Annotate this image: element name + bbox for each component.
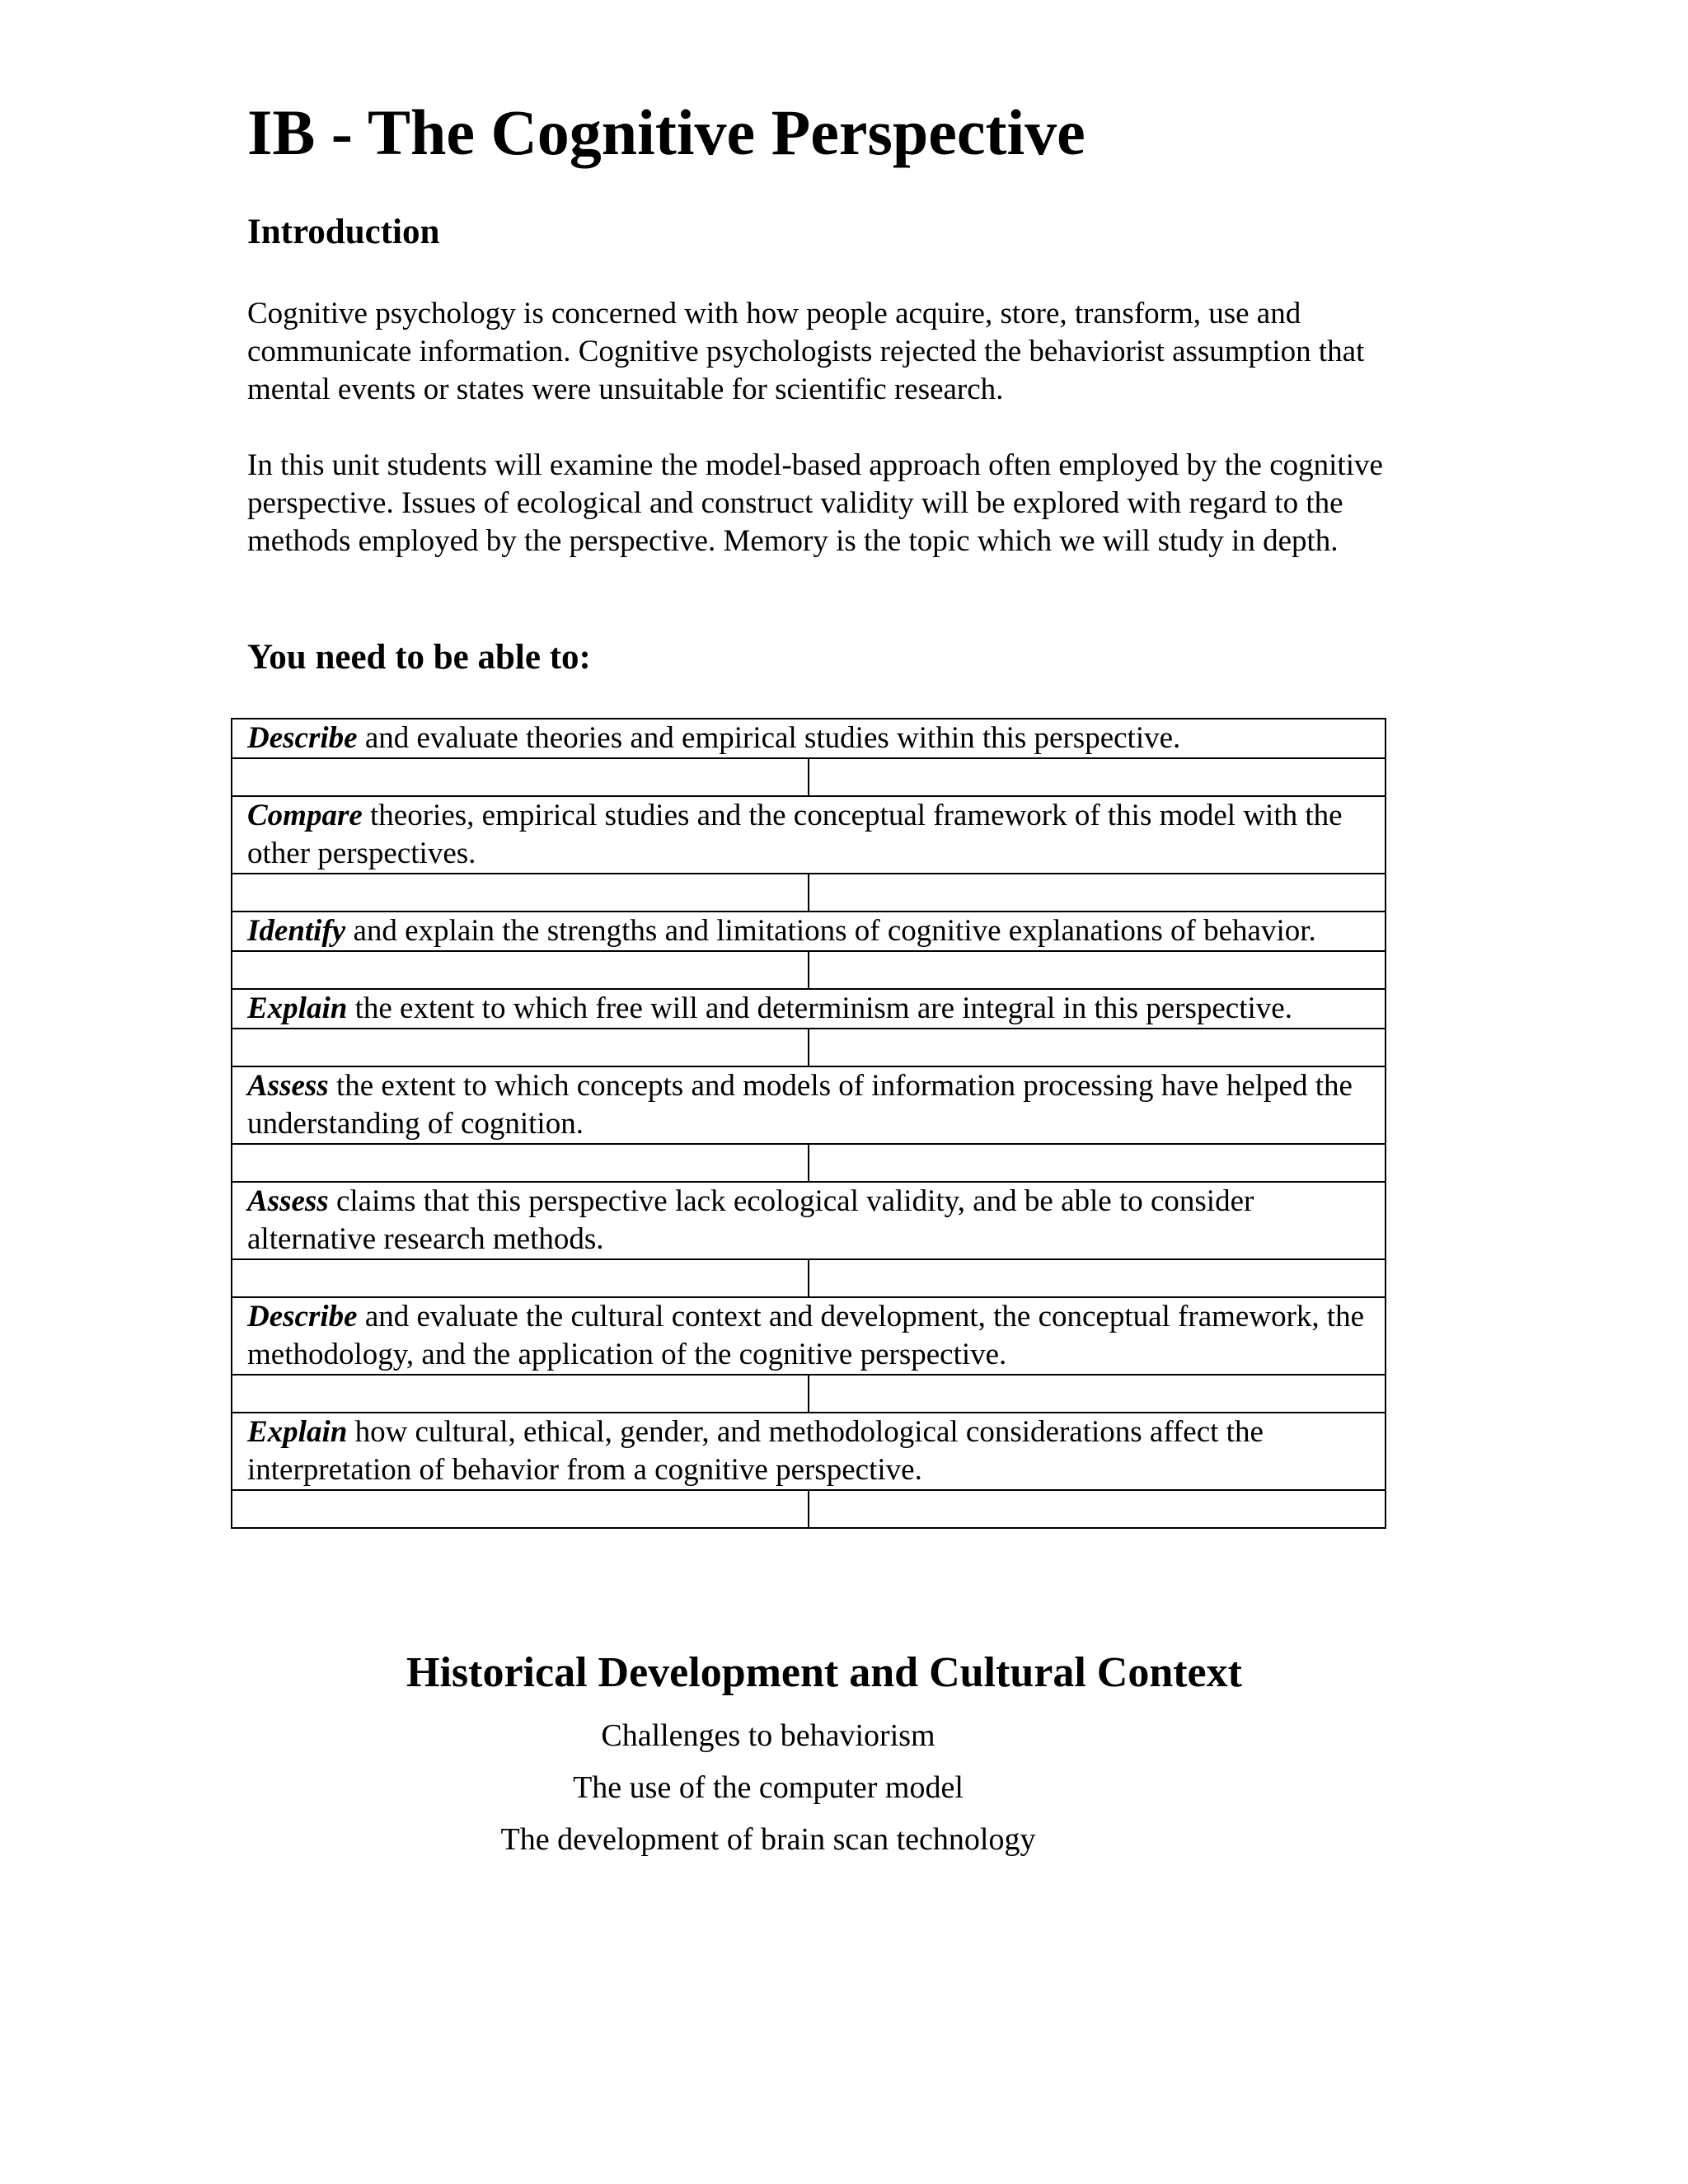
blank-cell-right	[809, 1490, 1386, 1528]
objective-verb: Describe	[247, 1300, 358, 1333]
blank-cell-right	[809, 758, 1386, 796]
blank-cell-left	[232, 874, 809, 912]
introduction-heading: Introduction	[247, 213, 440, 251]
objective-cell	[232, 1182, 1386, 1259]
blank-cell-left	[232, 1375, 809, 1413]
objective-blank-row	[232, 951, 1386, 989]
blank-cell-right	[809, 874, 1386, 912]
objective-cell	[232, 989, 1386, 1029]
objective-blank-row	[232, 1259, 1386, 1297]
objective-verb: Compare	[247, 799, 363, 832]
objective-text: how cultural, ethical, gender, and methodological considerations affect the interpretation of behavior from a cognitive perspective.	[247, 1415, 1264, 1487]
blank-cell-left	[232, 1490, 809, 1528]
blank-cell-left	[232, 1259, 809, 1297]
objective-text: claims that this perspective lack ecological validity, and be able to consider alternative research methods.	[247, 1184, 1254, 1256]
blank-cell-right	[809, 951, 1386, 989]
objective-row-3	[232, 912, 1386, 951]
introduction-paragraph-1: Cognitive psychology is concerned with how people acquire, store, transform, use and communicate information. Cognitive psychologists rejected the behaviorist assumption that mental events or states were unsuitable for scientific research.	[247, 297, 1365, 406]
objectives-heading: You need to be able to:	[247, 638, 591, 677]
page-title: IB - The Cognitive Perspective	[247, 96, 1085, 168]
historical-item: The development of brain scan technology	[500, 1822, 1036, 1857]
objective-cell	[232, 1297, 1386, 1375]
blank-cell-right	[809, 1375, 1386, 1413]
objective-cell	[232, 1413, 1386, 1490]
blank-cell-left	[232, 1029, 809, 1066]
historical-list	[0, 1710, 1536, 1866]
objective-blank-row	[232, 758, 1386, 796]
objective-blank-row	[232, 874, 1386, 912]
objective-row-2	[232, 796, 1386, 874]
blank-cell-left	[232, 1144, 809, 1182]
objective-blank-row	[232, 1029, 1386, 1066]
objective-row-4	[232, 989, 1386, 1029]
objective-row-1	[232, 719, 1386, 758]
blank-cell-right	[809, 1029, 1386, 1066]
objective-text: and explain the strengths and limitations of cognitive explanations of behavior.	[345, 914, 1316, 948]
blank-cell-right	[809, 1259, 1386, 1297]
objective-verb: Assess	[247, 1184, 329, 1218]
objective-row-5	[232, 1066, 1386, 1144]
objective-blank-row	[232, 1490, 1386, 1528]
objective-text: and evaluate theories and empirical studies within this perspective.	[357, 721, 1181, 755]
objective-text: and evaluate the cultural context and development, the conceptual framework, the methodology, and the application of the cognitive perspective.	[247, 1300, 1365, 1371]
objective-cell	[232, 912, 1386, 951]
objective-verb: Assess	[247, 1069, 329, 1103]
historical-item: Challenges to behaviorism	[601, 1718, 935, 1753]
objective-row-6	[232, 1182, 1386, 1259]
objective-cell	[232, 1066, 1386, 1144]
blank-cell-left	[232, 951, 809, 989]
objectives-table	[231, 718, 1386, 1529]
objective-verb: Explain	[247, 991, 348, 1025]
objective-text: theories, empirical studies and the conceptual framework of this model with the other perspectives.	[247, 799, 1343, 870]
objective-text: the extent to which concepts and models of information processing have helped the understanding of cognition.	[247, 1069, 1353, 1141]
historical-heading: Historical Development and Cultural Context	[406, 1649, 1242, 1696]
blank-cell-left	[232, 758, 809, 796]
objective-verb: Identify	[247, 914, 346, 948]
introduction-paragraph-2: In this unit students will examine the model-based approach often employed by the cognitive perspective. Issues of ecological and construct validity will be explored with regard to the methods employed by the perspective. Memory is the topic which we will study in depth.	[247, 448, 1383, 558]
objective-cell	[232, 719, 1386, 758]
objective-row-7	[232, 1297, 1386, 1375]
objective-blank-row	[232, 1144, 1386, 1182]
objective-cell	[232, 796, 1386, 874]
objective-row-8	[232, 1413, 1386, 1490]
objective-verb: Explain	[247, 1415, 348, 1449]
objective-blank-row	[232, 1375, 1386, 1413]
blank-cell-right	[809, 1144, 1386, 1182]
objective-text: the extent to which free will and determinism are integral in this perspective.	[347, 991, 1292, 1025]
objective-verb: Describe	[247, 721, 358, 755]
historical-item: The use of the computer model	[573, 1770, 964, 1805]
